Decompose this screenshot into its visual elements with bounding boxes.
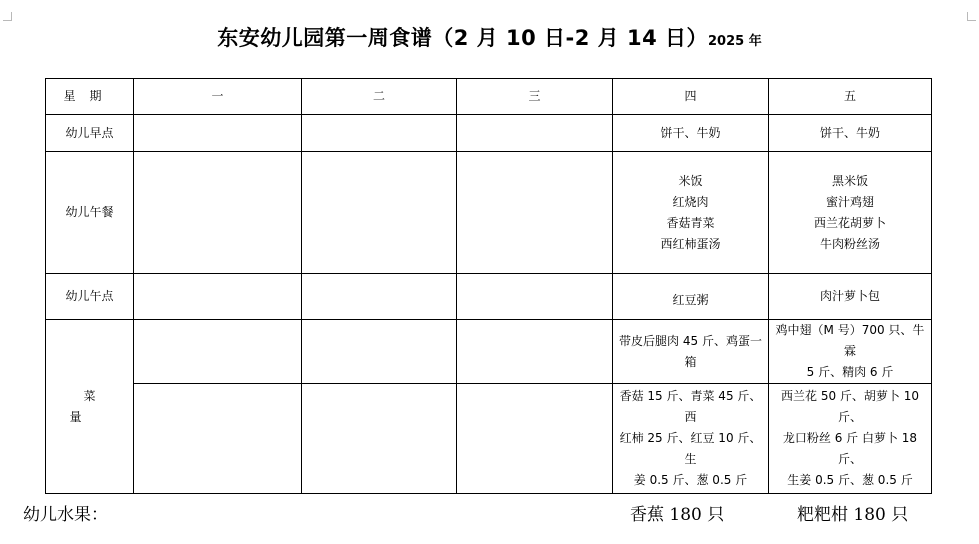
lunch-fri-item: 牛肉粉丝汤 — [819, 236, 880, 251]
title-year: 2025 年 — [708, 34, 762, 49]
snack-wed — [457, 274, 613, 320]
header-day-thu: 四 — [613, 79, 769, 115]
quantity-meat-thu: 带皮后腿肉 45 斤、鸡蛋一 箱 — [613, 320, 769, 384]
breakfast-fri: 饼干、牛奶 — [769, 115, 932, 152]
snack-tue — [302, 274, 457, 320]
breakfast-tue — [302, 115, 457, 152]
lunch-fri — [769, 152, 932, 274]
lunch-label: 幼儿午餐 — [46, 152, 134, 274]
fruit-citrus: 粑粑柑 180 只 — [797, 505, 909, 525]
quantity-meat-wed — [457, 320, 613, 384]
quantity-veg-thu: 香菇 15 斤、青菜 45 斤、西 红柿 25 斤、红豆 10 斤、生 姜 0.5 斤、葱 0.5 斤 — [613, 384, 769, 494]
snack-row — [46, 274, 932, 320]
header-day-wed: 三 — [457, 79, 613, 115]
lunch-thu-item: 香菇青菜 — [666, 215, 715, 230]
lunch-thu-item: 米饭 — [678, 173, 703, 188]
quantity-veg-tue — [302, 384, 457, 494]
title-main: 东安幼儿园第一周食谱（2 月 10 日-2 月 14 日） — [217, 26, 709, 50]
snack-thu: 红豆粥 — [613, 274, 769, 320]
quantity-veg-wed — [457, 384, 613, 494]
lunch-mon — [134, 152, 302, 274]
quantity-meat-tue — [302, 320, 457, 384]
quantity-veg-mon — [134, 384, 302, 494]
quantity-meat-row — [46, 320, 932, 384]
lunch-tue — [302, 152, 457, 274]
header-weekday-label: 星期 — [46, 79, 134, 115]
quantity-meat-mon — [134, 320, 302, 384]
lunch-thu — [613, 152, 769, 274]
lunch-fri-item: 蜜汁鸡翅 — [825, 194, 874, 209]
snack-label: 幼儿午点 — [46, 274, 134, 320]
quantity-veg-row — [46, 384, 932, 494]
header-day-fri: 五 — [769, 79, 932, 115]
menu-table — [45, 78, 932, 494]
breakfast-label: 幼儿早点 — [46, 115, 134, 152]
breakfast-thu: 饼干、牛奶 — [613, 115, 769, 152]
breakfast-row — [46, 115, 932, 152]
lunch-fri-item: 黑米饭 — [831, 173, 868, 188]
quantity-label: 菜量 — [46, 320, 134, 494]
header-row — [46, 79, 932, 115]
lunch-thu-item: 红烧肉 — [672, 194, 709, 209]
breakfast-mon — [134, 115, 302, 152]
snack-mon — [134, 274, 302, 320]
snack-fri: 肉汁萝卜包 — [769, 274, 932, 320]
lunch-row — [46, 152, 932, 274]
fruit-label: 幼儿水果： — [23, 505, 108, 525]
header-day-tue: 二 — [302, 79, 457, 115]
header-day-mon: 一 — [134, 79, 302, 115]
quantity-veg-fri: 西兰花 50 斤、胡萝卜 10 斤、 龙口粉丝 6 斤 白萝卜 18 斤、 生姜 0.5 斤、葱 0.5 斤 — [769, 384, 932, 494]
lunch-fri-item: 西兰花胡萝卜 — [813, 215, 886, 230]
page-corner-mark-right — [967, 12, 976, 21]
lunch-thu-item: 西红柿蛋汤 — [660, 236, 721, 251]
quantity-meat-fri: 鸡中翅（M 号）700 只、牛霖 5 斤、精肉 6 斤 — [769, 320, 932, 384]
fruit-banana: 香蕉 180 只 — [630, 505, 725, 525]
page-title — [0, 22, 979, 52]
breakfast-wed — [457, 115, 613, 152]
page-corner-mark-left — [3, 12, 12, 21]
lunch-wed — [457, 152, 613, 274]
